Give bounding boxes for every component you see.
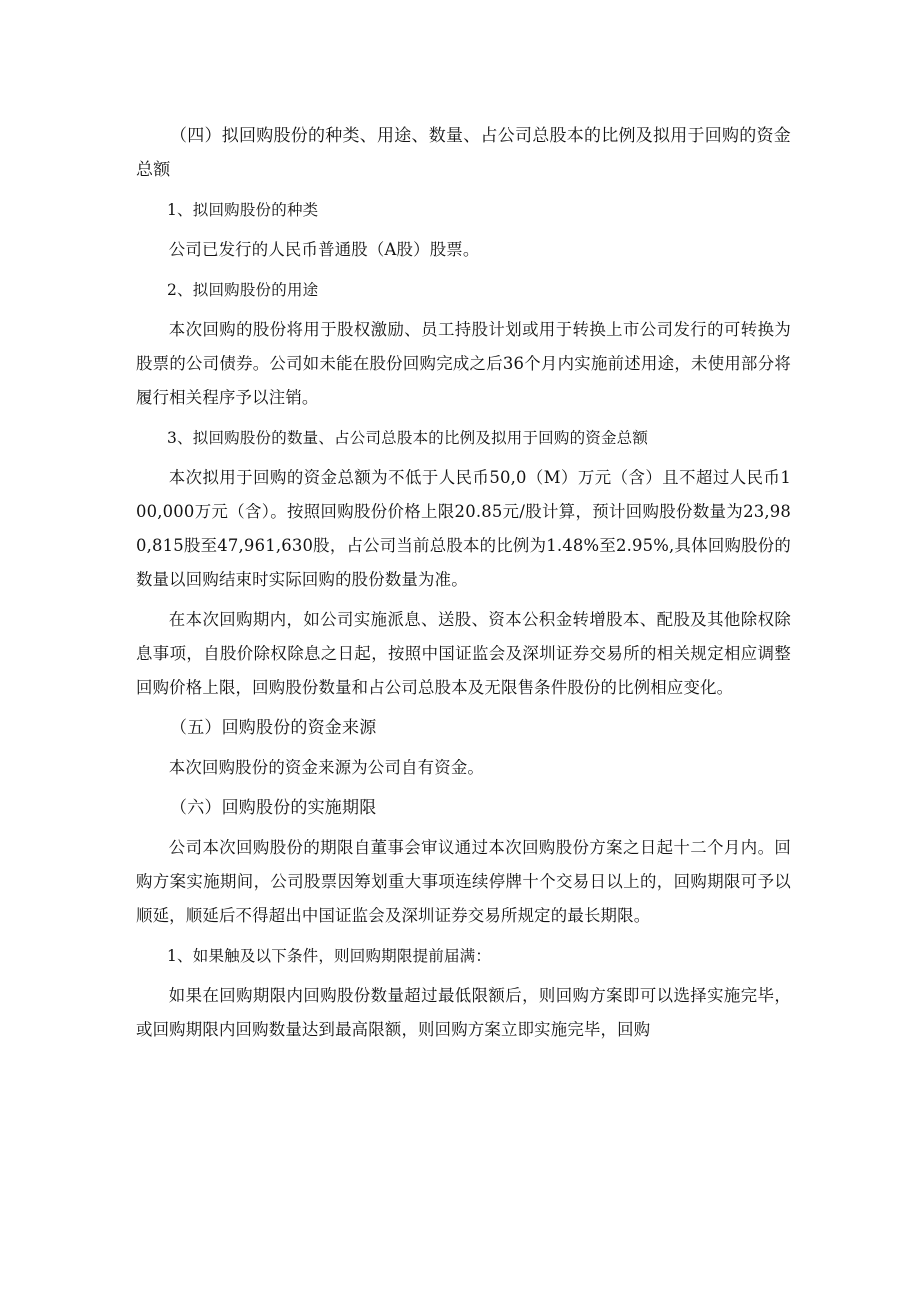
list-item-1: 1、如果触及以下条件，则回购期限提前届满： — [167, 947, 492, 965]
body-paragraph: 本次拟用于回购的资金总额为不低于人民币50,0（M）万元（含）且不超过人民币100,000万元（含）。按照回购股份价格上限20.85元/股计算，预计回购股份数量为23,980,815股至47,961,630股，占公司当前总股本的比例为1.48%至2.95%,具体回购股份的数量以回购结束时实际回购的股份数量为准。 — [136, 468, 791, 589]
body-paragraph: 公司本次回购股份的期限自董事会审议通过本次回购股份方案之日起十二个月内。回购方案实施期间，公司股票因筹划重大事项连续停牌十个交易日以上的，回购期限可予以顺延，顺延后不得超出中国证监会及深圳证券交易所规定的最长期限。 — [136, 838, 791, 925]
body-paragraph: 公司已发行的人民币普通股（A股）股票。 — [168, 240, 480, 259]
body-paragraph: 本次回购的股份将用于股权激励、员工持股计划或用于转换上市公司发行的可转换为股票的公司债券。公司如未能在股份回购完成之后36个月内实施前述用途，未使用部分将履行相关程序予以注销。 — [136, 320, 791, 407]
list-item-2: 2、拟回购股份的用途 — [167, 281, 319, 299]
body-paragraph: 本次回购股份的资金来源为公司自有资金。 — [168, 758, 485, 777]
document-body — [136, 119, 791, 1047]
section-heading-6: （六）回购股份的实施期限 — [170, 798, 377, 818]
list-item-1: 1、拟回购股份的种类 — [167, 201, 319, 219]
body-paragraph: 如果在回购期限内回购股份数量超过最低限额后，则回购方案即可以选择实施完毕，或回购期限内回购数量达到最高限额，则回购方案立即实施完毕，回购 — [136, 986, 791, 1039]
section-heading-4: （四）拟回购股份的种类、用途、数量、占公司总股本的比例及拟用于回购的资金总额 — [136, 126, 791, 180]
body-paragraph: 在本次回购期内，如公司实施派息、送股、资本公积金转增股本、配股及其他除权除息事项，自股价除权除息之日起，按照中国证监会及深圳证券交易所的相关规定相应调整回购价格上限，回购股份数量和占公司总股本及无限售条件股份的比例相应变化。 — [136, 610, 791, 697]
section-heading-5: （五）回购股份的资金来源 — [170, 718, 377, 738]
list-item-3: 3、拟回购股份的数量、占公司总股本的比例及拟用于回购的资金总额 — [167, 429, 649, 447]
